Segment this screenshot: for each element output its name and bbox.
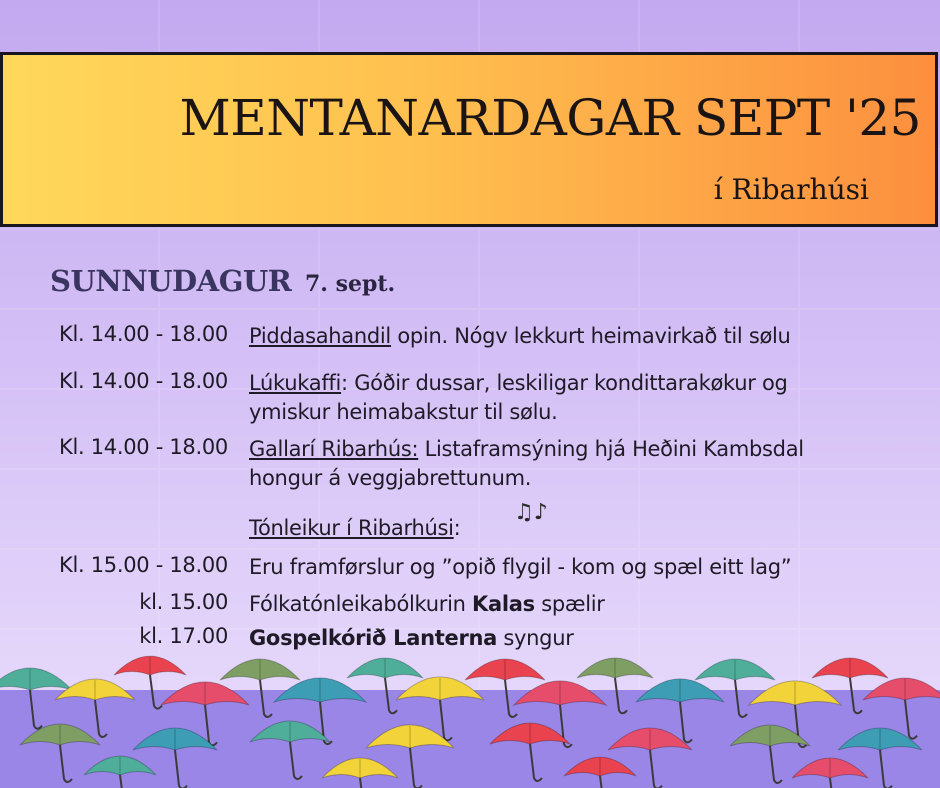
title-banner [0,52,938,227]
concert-heading-text: Tónleikur í Ribarhúsi [249,516,454,540]
event-text: Listaframsýning hjá Heðini Kambsdal [418,437,804,461]
event-time: Kl. 14.00 - 18.00 [58,322,228,346]
concert-performer: Gospelkórið Lanterna [249,626,498,650]
concert-heading [249,514,909,543]
day-heading [50,264,395,298]
concert-description [249,624,909,653]
event-title: Gallarí Ribarhús: [249,437,419,461]
banner-subtitle: í Ribarhúsi [713,173,869,206]
event-description [249,369,909,427]
event-time: Kl. 14.00 - 18.00 [58,435,228,459]
concert-time: Kl. 15.00 - 18.00 [58,553,228,577]
day-name: SUNNUDAGUR [50,264,292,298]
event-title: Lúkukaffi [249,371,342,395]
concert-time: kl. 15.00 [139,590,228,614]
concert-text-pre: Fólkatónleikabólkurin [249,592,473,616]
event-description [249,435,909,493]
concert-text-post: spælir [534,592,605,616]
event-title: Piddasahandil [249,324,391,348]
concert-text: Eru framførslur og ”opið flygil - kom og spæl eitt lag” [249,555,792,579]
concert-performer: Kalas [472,592,535,616]
event-text-line2: hongur á veggjabrettunum. [249,466,532,490]
concert-description [249,590,909,619]
music-notes-icon: ♫♪ [514,500,548,525]
day-date: 7. sept. [304,271,396,297]
concert-heading-suffix: : [453,516,461,540]
event-text: : Góðir dussar, leskiligar kondittarakøkur og [341,371,788,395]
event-text-line2: ymiskur heimabakstur til sølu. [249,400,558,424]
concert-time: kl. 17.00 [139,624,228,648]
banner-title: MENTANARDAGAR SEPT '25 [179,89,921,147]
event-text: opin. Nógv lekkurt heimavirkað til sølu [390,324,791,348]
event-description [249,322,909,351]
event-time: Kl. 14.00 - 18.00 [58,369,228,393]
umbrellas-illustration [0,650,940,788]
concert-text-post: syngur [497,626,574,650]
